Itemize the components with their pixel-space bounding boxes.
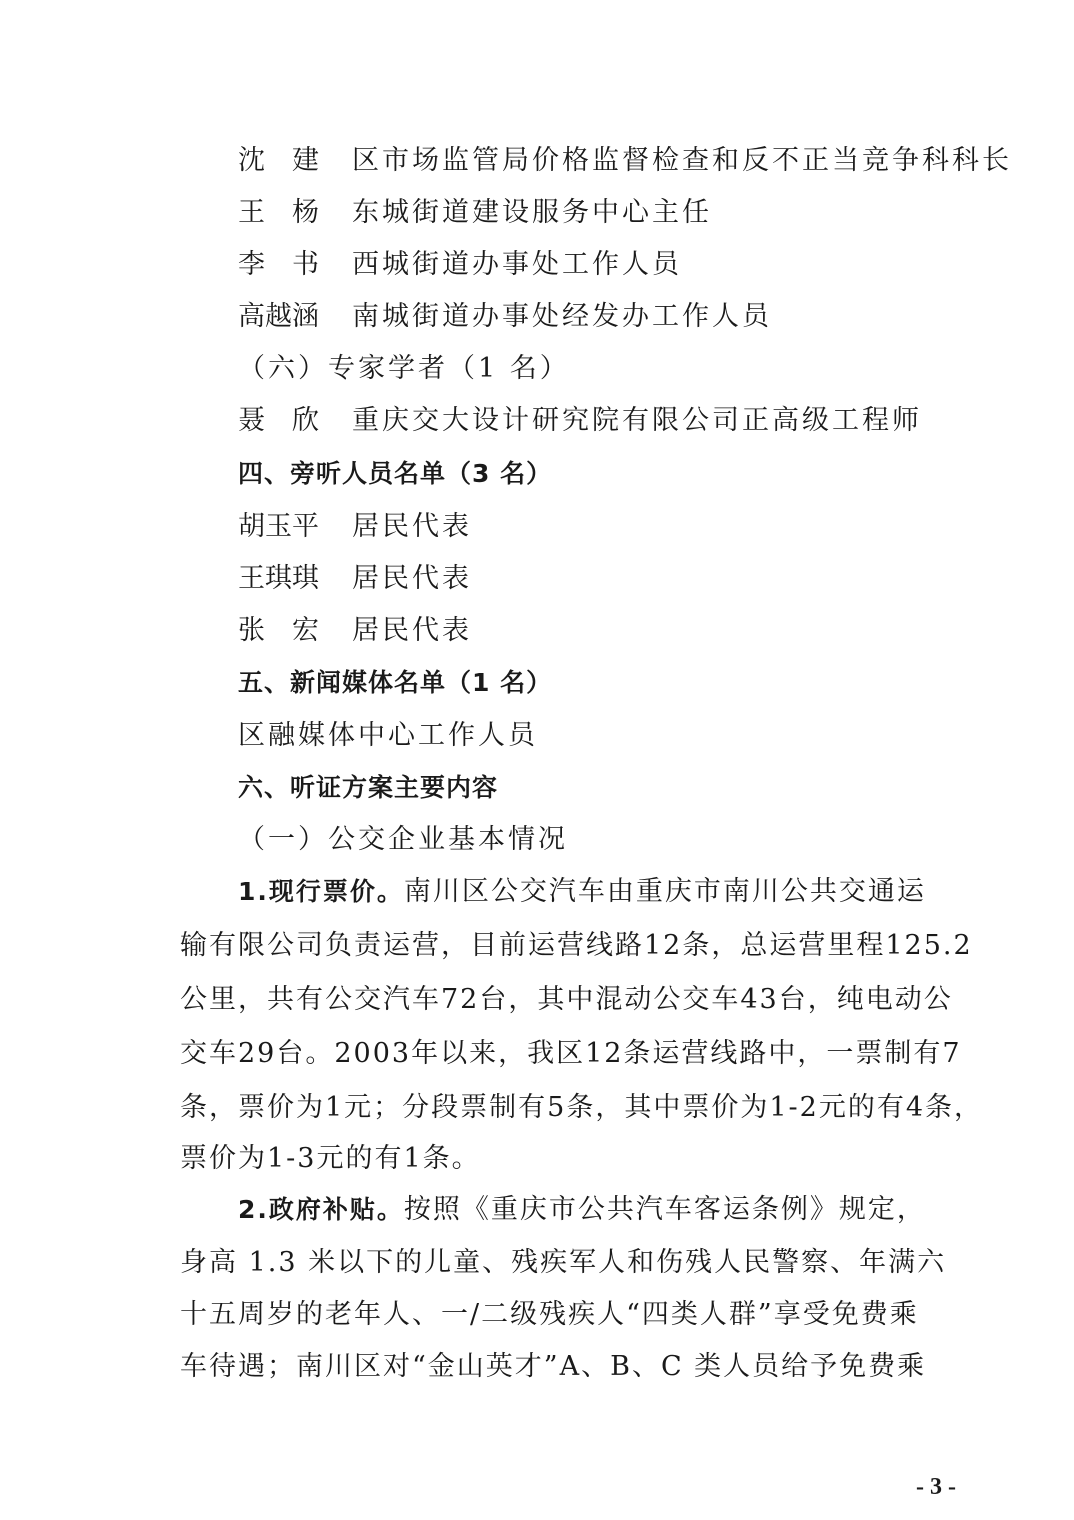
list-item: [238, 195, 712, 231]
list-item: [238, 561, 472, 597]
paragraph-line: [238, 874, 926, 910]
person-role: 居民代表: [352, 563, 472, 594]
person-role: 南城街道办事处经发办工作人员: [352, 301, 772, 332]
list-item: [238, 247, 682, 283]
paragraph-line: 输有限公司负责运营，目前运营线路12条，总运营里程125.2: [180, 930, 973, 961]
list-item: [238, 299, 772, 335]
paragraph-lead: 1.现行票价。: [238, 877, 404, 906]
person-role: 居民代表: [352, 511, 472, 542]
person-name: 张 宏: [238, 615, 319, 646]
person-role: 重庆交大设计研究院有限公司正高级工程师: [352, 405, 922, 436]
person-role: 西城街道办事处工作人员: [352, 249, 682, 280]
list-item: [238, 613, 472, 649]
paragraph-line: 票价为1-3元的有1条。: [180, 1143, 481, 1174]
person-role: 居民代表: [352, 615, 472, 646]
paragraph-line: [238, 1192, 926, 1228]
person-role: 区市场监管局价格监督检查和反不正当竞争科科长: [352, 145, 1012, 176]
paragraph-line: 身高 1.3 米以下的儿童、残疾军人和伤残人民警察、年满六: [180, 1247, 947, 1278]
paragraph-line: 车待遇；南川区对“金山英才”A、B、C 类人员给予免费乘: [180, 1351, 927, 1382]
paragraph-line: 公里，共有公交汽车72台，其中混动公交车43台，纯电动公: [180, 984, 953, 1015]
person-name: 王 杨: [238, 197, 319, 228]
section-heading: 四、旁听人员名单（3 名）: [238, 459, 553, 488]
paragraph-line: 交车29台。2003年以来，我区12条运营线路中，一票制有7: [180, 1038, 962, 1069]
person-name: 高越涵: [238, 301, 319, 332]
experts-heading: （六）专家学者（1 名）: [238, 353, 570, 384]
paragraph-line: 条，票价为1元；分段票制有5条，其中票价为1-2元的有4条，: [180, 1092, 984, 1123]
person-name: 李 书: [238, 249, 319, 280]
person-name: 胡玉平: [238, 511, 319, 542]
paragraph-text: 南川区公交汽车由重庆市南川公共交通运: [403, 876, 926, 907]
person-name: 王琪琪: [238, 563, 319, 594]
section-heading: 六、听证方案主要内容: [238, 773, 499, 802]
page-number: - 3 -: [916, 1474, 956, 1500]
list-item: [238, 143, 1012, 179]
list-item: [238, 403, 922, 439]
person-role: 东城街道建设服务中心主任: [352, 197, 712, 228]
paragraph-text: 按照《重庆市公共汽车客运条例》规定，: [403, 1194, 926, 1225]
paragraph-line: 十五周岁的老年人、一/二级残疾人“四类人群”享受免费乘: [180, 1299, 919, 1330]
subsection-heading: （一）公交企业基本情况: [238, 824, 568, 855]
person-name: 聂 欣: [238, 405, 319, 436]
media-line: 区融媒体中心工作人员: [238, 720, 538, 751]
person-name: 沈 建: [238, 145, 319, 176]
list-item: [238, 509, 472, 545]
section-heading: 五、新闻媒体名单（1 名）: [238, 668, 553, 697]
paragraph-lead: 2.政府补贴。: [238, 1195, 404, 1224]
